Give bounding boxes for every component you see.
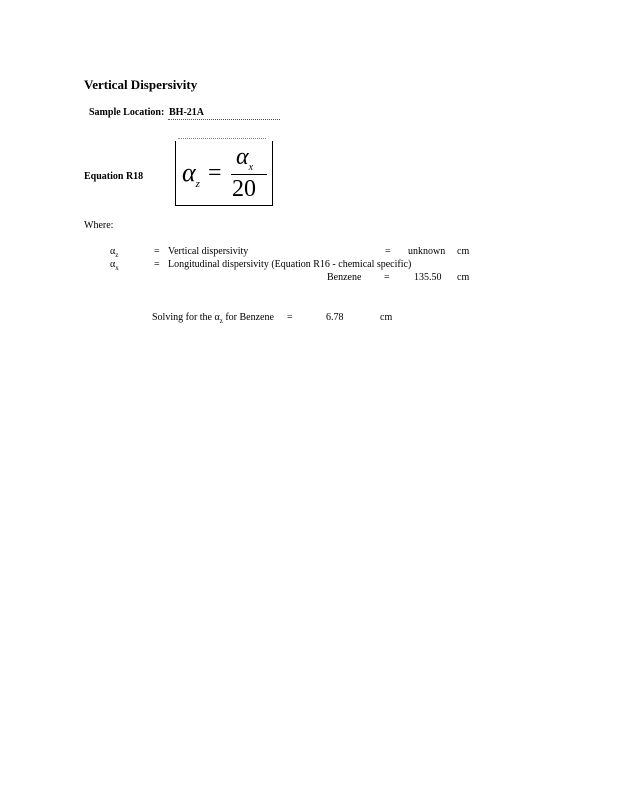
solve-label <box>152 312 274 325</box>
lhs-subscript: z <box>195 178 200 191</box>
lhs-symbol: α <box>182 158 196 187</box>
equation-equals: = <box>208 160 222 186</box>
numerator-symbol: α <box>236 144 249 170</box>
definition-value: unknown <box>408 246 446 257</box>
benzene-value: 135.50 <box>414 272 442 283</box>
equation-lhs <box>182 158 200 190</box>
equation-numerator <box>236 144 253 173</box>
benzene-unit: cm <box>457 272 470 283</box>
definition-subscript: z <box>115 251 119 259</box>
sample-location-label: Sample Location: <box>89 107 165 118</box>
definition-symbol: α <box>110 246 116 257</box>
definition-equals: = <box>154 246 160 257</box>
definition-subscript: x <box>115 264 119 272</box>
solve-equals: = <box>287 312 293 323</box>
page-title: Vertical Dispersivity <box>84 77 198 92</box>
sample-location-value: BH-21A <box>169 107 204 118</box>
equation-box-top <box>178 138 266 139</box>
benzene-equals: = <box>384 272 390 283</box>
definition-equals: = <box>154 259 160 270</box>
sample-location-underline <box>168 119 280 120</box>
definition-description: Longitudinal dispersivity (Equation R16 - chemical specific) <box>168 259 412 270</box>
benzene-label: Benzene <box>327 272 362 283</box>
equation-label: Equation R18 <box>84 171 144 182</box>
solve-value: 6.78 <box>326 312 344 323</box>
definition-symbol: α <box>110 259 116 270</box>
solve-suffix: for Benzene <box>222 312 274 323</box>
equation-denominator: 20 <box>232 176 256 202</box>
definition-unit: cm <box>457 246 470 257</box>
fraction-bar <box>231 174 267 175</box>
where-label: Where: <box>84 220 114 231</box>
solve-prefix: Solving for the α <box>152 312 220 323</box>
definition-symbol-x <box>110 259 119 272</box>
definition-value-equals: = <box>385 246 391 257</box>
definition-description: Vertical dispersivity <box>168 246 249 257</box>
numerator-subscript: x <box>248 161 254 173</box>
definition-symbol-z <box>110 246 118 259</box>
solve-subscript: z <box>219 317 223 325</box>
solve-unit: cm <box>380 312 393 323</box>
